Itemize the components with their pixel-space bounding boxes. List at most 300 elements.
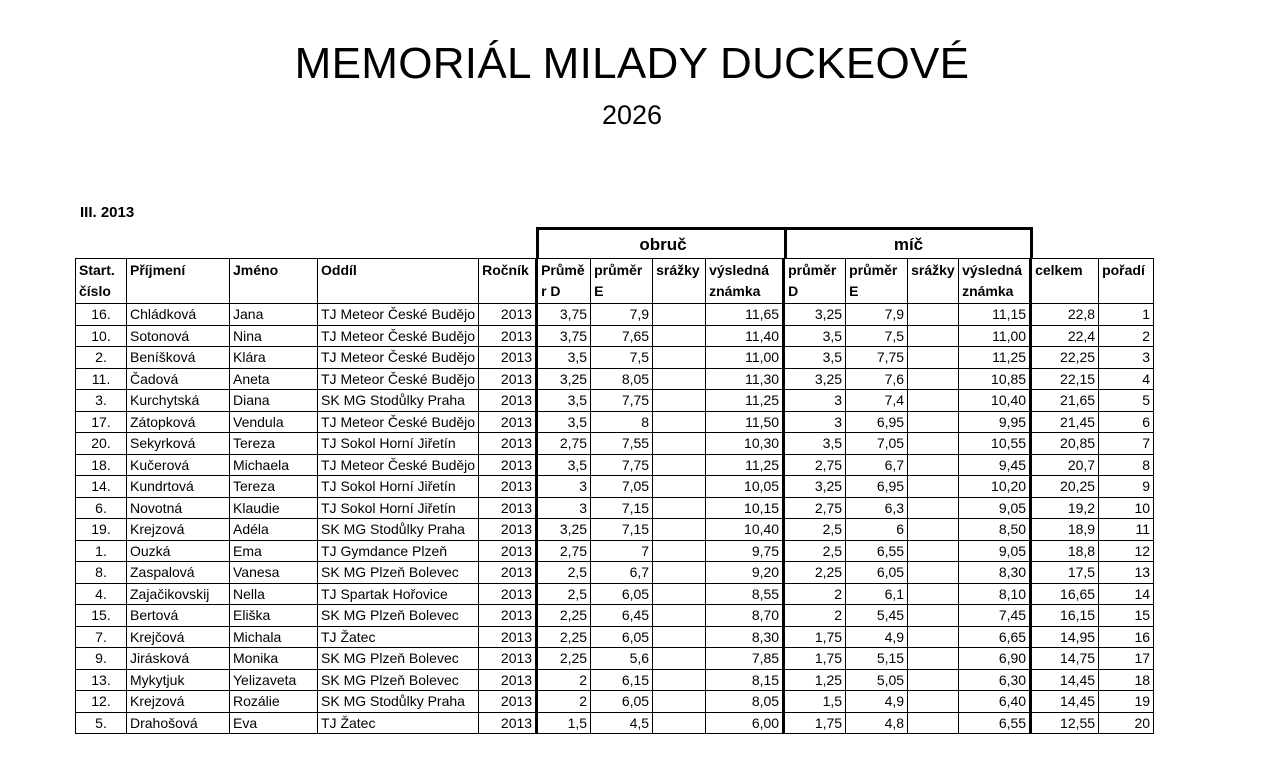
cell-surname: Novotná (127, 497, 230, 519)
cell-start-number: 17. (76, 411, 127, 433)
cell-ball-e-score: 6,95 (846, 411, 908, 433)
cell-surname: Krejzová (127, 519, 230, 541)
table-row (76, 562, 1154, 584)
cell-surname: Kundrtová (127, 476, 230, 498)
cell-hoop-e-score: 7,65 (591, 325, 653, 347)
cell-start-number: 15. (76, 605, 127, 627)
cell-start-number: 1. (76, 540, 127, 562)
cell-hoop-d-score: 3,5 (537, 390, 591, 412)
cell-hoop-d-score: 3,25 (537, 519, 591, 541)
cell-hoop-penalty (653, 583, 706, 605)
cell-ball-final-score: 8,10 (959, 583, 1031, 605)
cell-total-score: 14,45 (1031, 669, 1099, 691)
cell-surname: Čadová (127, 368, 230, 390)
cell-rank: 19 (1099, 691, 1154, 713)
cell-ball-penalty (908, 433, 959, 455)
cell-ball-d-score: 1,75 (784, 712, 846, 734)
cell-ball-d-score: 2,75 (784, 454, 846, 476)
table-row (76, 476, 1154, 498)
cell-first-name: Vanesa (230, 562, 318, 584)
cell-hoop-e-score: 7,05 (591, 476, 653, 498)
cell-ball-final-score: 11,00 (959, 325, 1031, 347)
cell-start-number: 6. (76, 497, 127, 519)
cell-rank: 17 (1099, 648, 1154, 670)
header-rank: pořadí (1099, 259, 1154, 304)
cell-first-name: Ema (230, 540, 318, 562)
table-row (76, 605, 1154, 627)
cell-hoop-penalty (653, 454, 706, 476)
cell-total-score: 16,65 (1031, 583, 1099, 605)
cell-ball-final-score: 10,85 (959, 368, 1031, 390)
cell-first-name: Aneta (230, 368, 318, 390)
cell-surname: Kurchytská (127, 390, 230, 412)
cell-rank: 3 (1099, 347, 1154, 369)
cell-total-score: 12,55 (1031, 712, 1099, 734)
cell-birth-year: 2013 (479, 519, 537, 541)
cell-hoop-penalty (653, 497, 706, 519)
cell-rank: 1 (1099, 304, 1154, 326)
cell-rank: 11 (1099, 519, 1154, 541)
cell-hoop-final-score: 7,85 (706, 648, 784, 670)
cell-birth-year: 2013 (479, 712, 537, 734)
cell-hoop-d-score: 2,75 (537, 433, 591, 455)
cell-ball-d-score: 1,75 (784, 626, 846, 648)
cell-hoop-penalty (653, 691, 706, 713)
cell-birth-year: 2013 (479, 583, 537, 605)
cell-hoop-d-score: 2,25 (537, 648, 591, 670)
cell-ball-d-score: 2 (784, 605, 846, 627)
cell-ball-penalty (908, 691, 959, 713)
table-row (76, 519, 1154, 541)
cell-ball-d-score: 2,5 (784, 540, 846, 562)
cell-hoop-penalty (653, 519, 706, 541)
cell-hoop-penalty (653, 368, 706, 390)
cell-hoop-e-score: 7,15 (591, 519, 653, 541)
table-row (76, 347, 1154, 369)
cell-ball-penalty (908, 648, 959, 670)
cell-start-number: 5. (76, 712, 127, 734)
cell-ball-d-score: 1,5 (784, 691, 846, 713)
cell-hoop-final-score: 11,30 (706, 368, 784, 390)
cell-first-name: Rozálie (230, 691, 318, 713)
table-row (76, 691, 1154, 713)
header-first-name: Jméno (230, 259, 318, 304)
cell-first-name: Tereza (230, 476, 318, 498)
cell-total-score: 18,9 (1031, 519, 1099, 541)
cell-first-name: Nina (230, 325, 318, 347)
cell-ball-d-score: 3,25 (784, 368, 846, 390)
cell-ball-penalty (908, 669, 959, 691)
cell-hoop-e-score: 8 (591, 411, 653, 433)
header-total-score: celkem (1031, 259, 1099, 304)
cell-rank: 13 (1099, 562, 1154, 584)
header-ball-final-score: výsledná známka (959, 259, 1031, 304)
header-hoop-penalty: srážky (653, 259, 706, 304)
header-ball-e-score: průměr E (846, 259, 908, 304)
cell-hoop-penalty (653, 669, 706, 691)
header-club: Oddíl (318, 259, 479, 304)
cell-ball-e-score: 6,05 (846, 562, 908, 584)
cell-start-number: 18. (76, 454, 127, 476)
cell-club: SK MG Stodůlky Praha (318, 519, 479, 541)
cell-total-score: 16,15 (1031, 605, 1099, 627)
cell-hoop-final-score: 11,50 (706, 411, 784, 433)
cell-ball-penalty (908, 390, 959, 412)
cell-ball-e-score: 6,3 (846, 497, 908, 519)
cell-surname: Ouzká (127, 540, 230, 562)
cell-first-name: Jana (230, 304, 318, 326)
cell-total-score: 19,2 (1031, 497, 1099, 519)
cell-hoop-final-score: 11,65 (706, 304, 784, 326)
cell-total-score: 22,15 (1031, 368, 1099, 390)
results-body (76, 304, 1154, 734)
cell-hoop-e-score: 6,05 (591, 626, 653, 648)
cell-ball-final-score: 11,15 (959, 304, 1031, 326)
cell-ball-final-score: 6,90 (959, 648, 1031, 670)
cell-birth-year: 2013 (479, 304, 537, 326)
cell-ball-d-score: 3,5 (784, 433, 846, 455)
table-row (76, 390, 1154, 412)
cell-birth-year: 2013 (479, 626, 537, 648)
cell-surname: Krejčová (127, 626, 230, 648)
table-row (76, 433, 1154, 455)
cell-birth-year: 2013 (479, 648, 537, 670)
cell-birth-year: 2013 (479, 476, 537, 498)
hoop-group-header: obruč (536, 227, 787, 258)
cell-first-name: Michaela (230, 454, 318, 476)
cell-start-number: 11. (76, 368, 127, 390)
cell-total-score: 14,95 (1031, 626, 1099, 648)
cell-hoop-d-score: 3,5 (537, 454, 591, 476)
cell-club: TJ Meteor České Budějo (318, 304, 479, 326)
cell-hoop-d-score: 2,25 (537, 605, 591, 627)
cell-ball-final-score: 10,20 (959, 476, 1031, 498)
cell-club: TJ Sokol Horní Jiřetín (318, 476, 479, 498)
cell-ball-penalty (908, 454, 959, 476)
cell-hoop-e-score: 4,5 (591, 712, 653, 734)
cell-hoop-penalty (653, 712, 706, 734)
cell-hoop-e-score: 5,6 (591, 648, 653, 670)
cell-ball-d-score: 3 (784, 411, 846, 433)
header-hoop-e-score: průměr E (591, 259, 653, 304)
cell-ball-e-score: 4,9 (846, 626, 908, 648)
table-row (76, 669, 1154, 691)
cell-first-name: Klára (230, 347, 318, 369)
cell-ball-final-score: 6,30 (959, 669, 1031, 691)
category-heading: III. 2013 (80, 204, 135, 221)
cell-ball-penalty (908, 497, 959, 519)
table-row (76, 540, 1154, 562)
cell-ball-d-score: 2,5 (784, 519, 846, 541)
cell-hoop-d-score: 1,5 (537, 712, 591, 734)
cell-hoop-d-score: 3,5 (537, 411, 591, 433)
cell-ball-penalty (908, 712, 959, 734)
cell-birth-year: 2013 (479, 454, 537, 476)
cell-ball-e-score: 7,4 (846, 390, 908, 412)
page-year: 2026 (601, 100, 663, 130)
cell-ball-d-score: 2,25 (784, 562, 846, 584)
cell-surname: Zaspalová (127, 562, 230, 584)
cell-birth-year: 2013 (479, 691, 537, 713)
cell-ball-final-score: 9,45 (959, 454, 1031, 476)
cell-start-number: 7. (76, 626, 127, 648)
cell-hoop-d-score: 3,25 (537, 368, 591, 390)
cell-birth-year: 2013 (479, 325, 537, 347)
cell-start-number: 2. (76, 347, 127, 369)
cell-birth-year: 2013 (479, 669, 537, 691)
cell-birth-year: 2013 (479, 390, 537, 412)
table-row (76, 583, 1154, 605)
cell-total-score: 22,25 (1031, 347, 1099, 369)
cell-club: TJ Meteor České Budějo (318, 368, 479, 390)
cell-ball-e-score: 7,6 (846, 368, 908, 390)
cell-club: TJ Meteor České Budějo (318, 454, 479, 476)
cell-rank: 15 (1099, 605, 1154, 627)
cell-start-number: 13. (76, 669, 127, 691)
header-row (76, 259, 1154, 304)
cell-total-score: 14,75 (1031, 648, 1099, 670)
cell-hoop-final-score: 10,30 (706, 433, 784, 455)
cell-ball-penalty (908, 368, 959, 390)
header-ball-d-score: průměr D (784, 259, 846, 304)
cell-club: SK MG Stodůlky Praha (318, 390, 479, 412)
cell-rank: 5 (1099, 390, 1154, 412)
cell-total-score: 18,8 (1031, 540, 1099, 562)
cell-hoop-e-score: 7,55 (591, 433, 653, 455)
cell-hoop-e-score: 7,75 (591, 454, 653, 476)
cell-hoop-d-score: 3,5 (537, 347, 591, 369)
cell-first-name: Nella (230, 583, 318, 605)
cell-hoop-final-score: 8,70 (706, 605, 784, 627)
cell-hoop-e-score: 6,7 (591, 562, 653, 584)
cell-first-name: Diana (230, 390, 318, 412)
cell-start-number: 10. (76, 325, 127, 347)
cell-hoop-penalty (653, 347, 706, 369)
cell-total-score: 17,5 (1031, 562, 1099, 584)
cell-rank: 10 (1099, 497, 1154, 519)
cell-hoop-d-score: 2 (537, 669, 591, 691)
cell-birth-year: 2013 (479, 347, 537, 369)
cell-hoop-d-score: 3 (537, 497, 591, 519)
cell-surname: Bertová (127, 605, 230, 627)
cell-rank: 16 (1099, 626, 1154, 648)
cell-ball-final-score: 9,05 (959, 497, 1031, 519)
cell-ball-final-score: 11,25 (959, 347, 1031, 369)
cell-first-name: Michala (230, 626, 318, 648)
cell-rank: 20 (1099, 712, 1154, 734)
cell-rank: 2 (1099, 325, 1154, 347)
cell-rank: 6 (1099, 411, 1154, 433)
cell-club: SK MG Plzeň Bolevec (318, 669, 479, 691)
header-birth-year: Ročník (479, 259, 537, 304)
cell-hoop-e-score: 6,05 (591, 691, 653, 713)
cell-hoop-final-score: 8,55 (706, 583, 784, 605)
cell-hoop-penalty (653, 648, 706, 670)
cell-ball-penalty (908, 540, 959, 562)
cell-surname: Jirásková (127, 648, 230, 670)
cell-first-name: Adéla (230, 519, 318, 541)
cell-start-number: 3. (76, 390, 127, 412)
cell-hoop-penalty (653, 626, 706, 648)
cell-hoop-d-score: 2,25 (537, 626, 591, 648)
cell-hoop-e-score: 7,15 (591, 497, 653, 519)
cell-surname: Sekyrková (127, 433, 230, 455)
cell-ball-d-score: 2 (784, 583, 846, 605)
cell-rank: 8 (1099, 454, 1154, 476)
cell-surname: Beníšková (127, 347, 230, 369)
cell-hoop-e-score: 6,45 (591, 605, 653, 627)
cell-hoop-final-score: 6,00 (706, 712, 784, 734)
cell-total-score: 22,4 (1031, 325, 1099, 347)
cell-surname: Kučerová (127, 454, 230, 476)
header-surname: Příjmení (127, 259, 230, 304)
cell-ball-penalty (908, 562, 959, 584)
cell-club: TJ Meteor České Budějo (318, 347, 479, 369)
cell-start-number: 20. (76, 433, 127, 455)
cell-total-score: 20,7 (1031, 454, 1099, 476)
cell-hoop-final-score: 8,15 (706, 669, 784, 691)
cell-hoop-e-score: 6,15 (591, 669, 653, 691)
cell-hoop-final-score: 9,20 (706, 562, 784, 584)
cell-hoop-d-score: 3 (537, 476, 591, 498)
ball-group-header: míč (784, 227, 1033, 258)
cell-start-number: 14. (76, 476, 127, 498)
cell-ball-final-score: 6,65 (959, 626, 1031, 648)
cell-hoop-final-score: 10,15 (706, 497, 784, 519)
cell-first-name: Klaudie (230, 497, 318, 519)
cell-ball-e-score: 6,7 (846, 454, 908, 476)
cell-hoop-d-score: 3,75 (537, 325, 591, 347)
cell-ball-penalty (908, 347, 959, 369)
cell-surname: Zátopková (127, 411, 230, 433)
cell-ball-penalty (908, 626, 959, 648)
cell-ball-final-score: 8,30 (959, 562, 1031, 584)
cell-first-name: Monika (230, 648, 318, 670)
cell-total-score: 14,45 (1031, 691, 1099, 713)
cell-start-number: 12. (76, 691, 127, 713)
header-start-number: Start. číslo (76, 259, 127, 304)
cell-hoop-d-score: 3,75 (537, 304, 591, 326)
cell-birth-year: 2013 (479, 411, 537, 433)
cell-rank: 7 (1099, 433, 1154, 455)
cell-ball-final-score: 10,40 (959, 390, 1031, 412)
cell-ball-penalty (908, 605, 959, 627)
cell-ball-penalty (908, 476, 959, 498)
header-ball-penalty: srážky (908, 259, 959, 304)
cell-hoop-e-score: 7,5 (591, 347, 653, 369)
cell-ball-final-score: 6,55 (959, 712, 1031, 734)
cell-ball-final-score: 7,45 (959, 605, 1031, 627)
cell-club: SK MG Plzeň Bolevec (318, 648, 479, 670)
cell-club: TJ Sokol Horní Jiřetín (318, 497, 479, 519)
cell-hoop-e-score: 6,05 (591, 583, 653, 605)
cell-birth-year: 2013 (479, 540, 537, 562)
cell-ball-e-score: 4,8 (846, 712, 908, 734)
cell-hoop-penalty (653, 325, 706, 347)
cell-first-name: Eliška (230, 605, 318, 627)
cell-hoop-e-score: 8,05 (591, 368, 653, 390)
cell-ball-e-score: 5,15 (846, 648, 908, 670)
cell-ball-penalty (908, 519, 959, 541)
cell-surname: Krejzová (127, 691, 230, 713)
cell-hoop-penalty (653, 304, 706, 326)
table-row (76, 304, 1154, 326)
cell-hoop-e-score: 7 (591, 540, 653, 562)
cell-club: TJ Sokol Horní Jiřetín (318, 433, 479, 455)
cell-club: SK MG Plzeň Bolevec (318, 562, 479, 584)
cell-hoop-final-score: 11,40 (706, 325, 784, 347)
cell-rank: 14 (1099, 583, 1154, 605)
cell-hoop-final-score: 8,05 (706, 691, 784, 713)
cell-ball-e-score: 7,75 (846, 347, 908, 369)
cell-hoop-final-score: 10,40 (706, 519, 784, 541)
table-row (76, 411, 1154, 433)
cell-surname: Zajačikovskij (127, 583, 230, 605)
cell-hoop-final-score: 10,05 (706, 476, 784, 498)
table-row (76, 368, 1154, 390)
cell-ball-d-score: 1,25 (784, 669, 846, 691)
cell-start-number: 4. (76, 583, 127, 605)
cell-surname: Chládková (127, 304, 230, 326)
cell-hoop-final-score: 8,30 (706, 626, 784, 648)
cell-club: SK MG Stodůlky Praha (318, 691, 479, 713)
cell-total-score: 20,25 (1031, 476, 1099, 498)
cell-surname: Sotonová (127, 325, 230, 347)
cell-ball-final-score: 8,50 (959, 519, 1031, 541)
cell-club: SK MG Plzeň Bolevec (318, 605, 479, 627)
cell-hoop-penalty (653, 433, 706, 455)
cell-first-name: Yelizaveta (230, 669, 318, 691)
cell-surname: Drahošová (127, 712, 230, 734)
cell-ball-final-score: 9,95 (959, 411, 1031, 433)
table-row (76, 497, 1154, 519)
table-row (76, 325, 1154, 347)
cell-hoop-penalty (653, 390, 706, 412)
cell-hoop-final-score: 11,25 (706, 390, 784, 412)
cell-ball-e-score: 6,55 (846, 540, 908, 562)
cell-ball-e-score: 7,9 (846, 304, 908, 326)
table-row (76, 648, 1154, 670)
cell-start-number: 19. (76, 519, 127, 541)
cell-first-name: Vendula (230, 411, 318, 433)
cell-ball-final-score: 6,40 (959, 691, 1031, 713)
cell-hoop-final-score: 9,75 (706, 540, 784, 562)
cell-club: TJ Žatec (318, 626, 479, 648)
cell-birth-year: 2013 (479, 497, 537, 519)
cell-hoop-e-score: 7,9 (591, 304, 653, 326)
cell-hoop-penalty (653, 562, 706, 584)
cell-hoop-penalty (653, 411, 706, 433)
cell-ball-final-score: 9,05 (959, 540, 1031, 562)
cell-ball-e-score: 7,5 (846, 325, 908, 347)
cell-ball-penalty (908, 583, 959, 605)
cell-ball-e-score: 4,9 (846, 691, 908, 713)
cell-total-score: 20,85 (1031, 433, 1099, 455)
cell-birth-year: 2013 (479, 368, 537, 390)
cell-hoop-d-score: 2,5 (537, 562, 591, 584)
cell-club: TJ Meteor České Budějo (318, 411, 479, 433)
cell-hoop-e-score: 7,75 (591, 390, 653, 412)
cell-total-score: 21,65 (1031, 390, 1099, 412)
table-row (76, 712, 1154, 734)
header-hoop-final-score: výsledná známka (706, 259, 784, 304)
cell-ball-penalty (908, 304, 959, 326)
page-title: MEMORIÁL MILADY DUCKEOVÉ (294, 39, 970, 88)
cell-ball-e-score: 6,1 (846, 583, 908, 605)
cell-hoop-d-score: 2,5 (537, 583, 591, 605)
cell-ball-e-score: 7,05 (846, 433, 908, 455)
cell-start-number: 9. (76, 648, 127, 670)
